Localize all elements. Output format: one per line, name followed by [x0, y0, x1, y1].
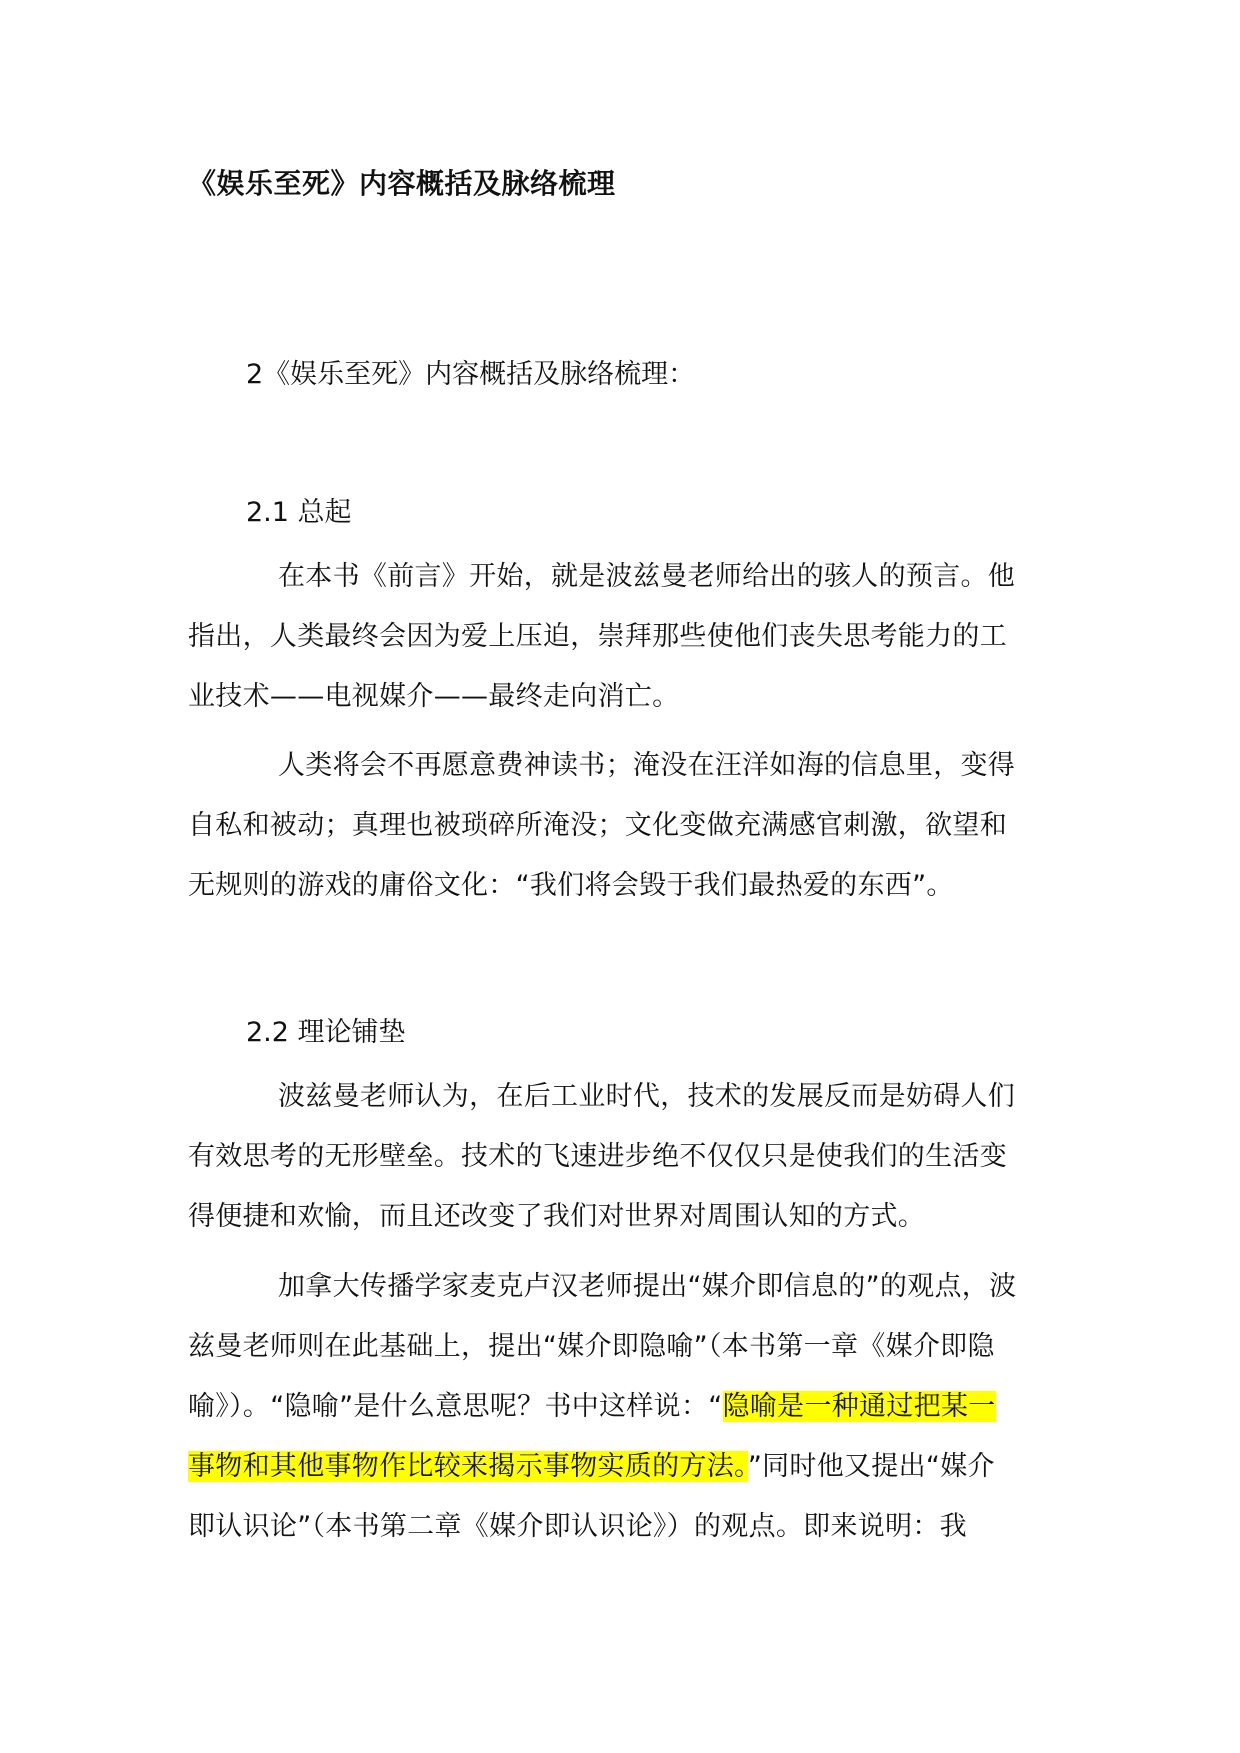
plain-text: 喻》）。“隐喻”是什么意思呢？书中这样说：“: [188, 1391, 723, 1422]
paragraph-line: 得便捷和欢愉，而且还改变了我们对世界对周围认知的方式。: [188, 1201, 926, 1232]
subsection-heading-2-2: 2.2 理论铺垫: [246, 1017, 406, 1048]
paragraph-line: 兹曼老师则在此基础上，提出“媒介即隐喻”（本书第一章《媒介即隐: [188, 1331, 995, 1362]
paragraph-line: 人类将会不再愿意费神读书；淹没在汪洋如海的信息里，变得: [278, 750, 1016, 781]
paragraph-line: 即认识论”（本书第二章《媒介即认识论》）的观点。即来说明：我: [188, 1511, 967, 1542]
section-heading: 2《娱乐至死》内容概括及脉络梳理：: [246, 359, 696, 390]
document-title: 《娱乐至死》内容概括及脉络梳理: [188, 167, 616, 200]
paragraph-line: 指出，人类最终会因为爱上压迫，崇拜那些使他们丧失思考能力的工: [188, 621, 1007, 652]
paragraph-line: 业技术——电视媒介——最终走向消亡。: [188, 681, 680, 712]
paragraph-line: 波兹曼老师认为，在后工业时代，技术的发展反而是妨碍人们: [278, 1081, 1016, 1112]
paragraph-line: 加拿大传播学家麦克卢汉老师提出“媒介即信息的”的观点，波: [278, 1271, 1017, 1302]
paragraph-line: 无规则的游戏的庸俗文化：“我们将会毁于我们最热爱的东西”。: [188, 870, 954, 901]
paragraph-line: 在本书《前言》开始，就是波兹曼老师给出的骇人的预言。他: [278, 561, 1016, 592]
highlighted-quote: 事物和其他事物作比较来揭示事物实质的方法。: [188, 1451, 748, 1482]
paragraph-line: 有效思考的无形壁垒。技术的飞速进步绝不仅仅只是使我们的生活变: [188, 1141, 1007, 1172]
highlighted-quote: 隐喻是一种通过把某一: [722, 1391, 996, 1422]
subsection-heading-2-1: 2.1 总起: [246, 497, 352, 528]
paragraph-line: 自私和被动；真理也被琐碎所淹没；文化变做充满感官刺激，欲望和: [188, 810, 1007, 841]
paragraph-line: [188, 1384, 996, 1423]
plain-text: ”同时他又提出“媒介: [747, 1451, 995, 1482]
paragraph-line: [188, 1444, 995, 1483]
